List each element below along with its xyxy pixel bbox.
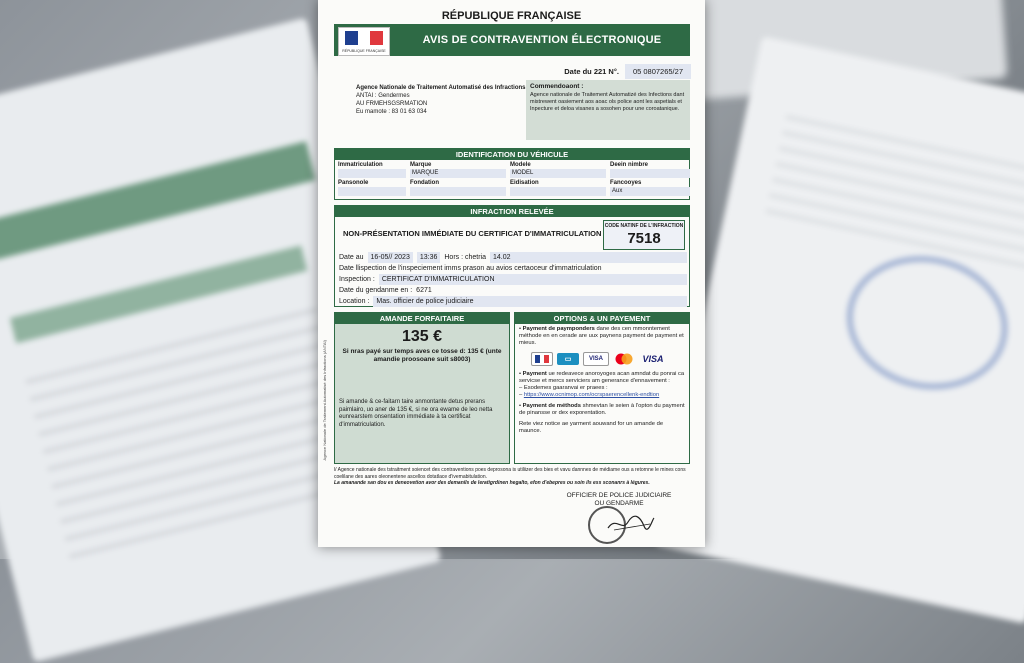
field-value: Aux (610, 187, 690, 196)
field-value (410, 187, 506, 196)
infraction-details (339, 252, 687, 307)
detail-line (339, 263, 687, 274)
gendarme-label: Date du gendanme en : (339, 287, 413, 294)
date-value: 16-05// 2023 (368, 252, 413, 263)
inspection-line (339, 274, 687, 285)
inspection-value: CERTIFICAT D'IMMATRICULATION (379, 274, 687, 285)
infraction-description: NON-PRÉSENTATION IMMÉDIATE DU CERTIFICAT D'IMMATRICULATION (343, 229, 602, 238)
french-flag-icon (531, 352, 553, 366)
footer-notes (334, 467, 690, 487)
hours-value: 14.02 (490, 252, 687, 263)
field-value (610, 169, 690, 178)
fine-note: Si amande & ce-faitarn taire anmontante detus prerans paimlairo, uo aner de 135 €, si ne ora ewame de leo netta eunrearstem onsentation immédiate à ta certificat d'immatriculation. (339, 399, 493, 428)
p2-item: Esodemes gaaranvai er praees : (523, 385, 608, 391)
field-label: Deein nimbre (610, 162, 649, 168)
reference-number: 05 0807265/27 (625, 64, 691, 79)
field-label: Modele (510, 162, 531, 168)
vehicle-field (408, 161, 508, 179)
field-label: Pansonole (338, 180, 369, 186)
infraction-section-title: INFRACTION RELEVÉE (335, 206, 689, 217)
vehicle-field (608, 161, 692, 179)
time-value: 13:36 (417, 252, 441, 263)
agency-name: Agence Nationale de Traitement Automatisé des Infractions (356, 85, 526, 91)
location-line (339, 296, 687, 307)
agency-line: Eu mamote : 83 01 63 034 (356, 109, 427, 115)
field-label: Immatriculation (338, 162, 383, 168)
payment-paragraph: Rete viez notice ae yarment aouwand for un amande de maunce. (519, 421, 664, 434)
fine-amount: 135 € (401, 328, 443, 345)
field-label: Marque (410, 162, 432, 168)
infraction-section (334, 205, 690, 307)
natinf-code-label: CODE NATINF DE L'INFRACTION (604, 223, 684, 229)
payment-options-box (514, 312, 690, 464)
flag-white (358, 31, 371, 45)
background-document-right (654, 36, 1024, 624)
bg-rows (22, 294, 361, 561)
p3-text: shmevtan le seien à l'opton du payment de pinansse or dex exporentation. (519, 403, 685, 416)
bg-band (0, 141, 316, 260)
gendarme-value: 6271 (416, 287, 432, 294)
field-value (338, 187, 406, 196)
field-value (510, 187, 606, 196)
signature-icon (606, 512, 656, 534)
flag-blue (345, 31, 358, 45)
logo-caption: RÉPUBLIQUE FRANÇAISE (342, 49, 386, 53)
field-value: MARQUE (410, 169, 506, 178)
vehicle-field (408, 179, 508, 197)
mastercard-icon (613, 353, 635, 365)
agency-line: AU FRMEHSGSRMATION (356, 101, 428, 107)
commandant-title: Commendoaont : (530, 83, 584, 90)
field-label: Eidisation (510, 180, 539, 186)
field-label: Fondation (410, 180, 439, 186)
visa-logo-icon: VISA (642, 354, 664, 364)
side-text: Agence Nationale de Traitement Automatisé des Infractions (ANTAI) (322, 340, 327, 461)
payment-options-title: OPTIONS & UN PAYEMENT (515, 313, 689, 324)
payment-paragraph: • Payment ue redeavece anoroyoges acan amndat du ponrai ca servicse et mercs serviciers am generance d'ennavement : – Esodemes gaaranvai er praees : – https://www.ocnimop.com/ocrspaerencellenk-endtion (519, 371, 685, 398)
visa-icon: VISA (583, 352, 609, 366)
fine-box (334, 312, 510, 464)
fine-title: AMANDE FORFAITAIRE (335, 313, 509, 324)
commandant-text: Agence nationale de Traitement Automatizé des Infections dant mistrewent oasiement aos aoac ols police aont les aspetials et Inpecture et deloa visanes a sosohen pour une coroatanique. (530, 92, 685, 112)
date-line (339, 252, 687, 263)
bg-rows-right (764, 103, 1024, 283)
payment-logos (515, 349, 689, 369)
vehicle-field (336, 179, 408, 197)
footer-text: l/ Agence nationale des tstraitment soiencet des contraventions poes deprosona is utiliizer des bies et vavu dannnes de médiame ous a retornne le mines cons coelilane des aares oleonentene ascellos dotatlace d'ivemabitulation. (334, 467, 686, 480)
p2-text: ue redeavece anoroyoges acan amndat du ponrai ca servicse et mercs serviciers am generance d'ennavement : (519, 371, 685, 384)
flag-icon (345, 31, 383, 45)
signatory-title: OU GENDARME (594, 500, 644, 507)
field-value: MODEL (510, 169, 606, 178)
hours-label: Hors : chetria (444, 254, 486, 261)
field-label: Fancooyes (610, 180, 642, 186)
payment-paragraph: • Payment de méthods shmevtan le seien à l'opton du payment de pinansse or dex exporentation. (519, 403, 685, 416)
commandant-box (526, 80, 690, 140)
notice-title: AVIS DE CONTRAVENTION ÉLECTRONIQUE (422, 34, 662, 46)
field-value (338, 169, 406, 178)
p1-bold: Payment de paymponders (522, 326, 595, 332)
vehicle-field (608, 179, 692, 197)
vehicle-field (508, 179, 608, 197)
vehicle-section (334, 148, 690, 200)
agency-line: ANTAI : Gendermes (356, 93, 410, 99)
location-label: Location : (339, 298, 370, 305)
reference-label: Date du 221 N°. (564, 67, 619, 76)
vehicle-field (336, 161, 408, 179)
flag-red (370, 31, 383, 45)
fine-subtext: Si nras payé sur temps aves ce tosse d: 135 € (unte amandie proosoane suit s8003) (342, 348, 502, 363)
footer-text-bold: La amanande san dou es deneovetion avor des demanils de leratigrdinen hegalto, efon d'ebepres ou soin ils ess sconanrs à légures. (334, 480, 650, 486)
agency-block (356, 84, 526, 116)
reference-row (564, 64, 691, 79)
inspection-label: Inspection : (339, 276, 375, 283)
vehicle-field (508, 161, 608, 179)
payment-paragraph: • Payment de paymponders dane des cen mmonntement méthode en en cerade are uux paynens payment de payment et mieus. (519, 326, 684, 346)
republic-heading: RÉPUBLIQUE FRANÇAISE (441, 10, 582, 22)
republic-logo (338, 27, 390, 56)
cb-card-icon: ▭ (557, 353, 579, 365)
location-value: Mas. officier de police judiciaire (373, 296, 687, 307)
natinf-code: 7518 (627, 230, 661, 247)
date-label: Date au (339, 254, 364, 261)
mastercard-circles (614, 353, 634, 365)
p2-bold: Payment (522, 371, 547, 377)
vehicle-section-title: IDENTIFICATION DU VÉHICULE (335, 149, 689, 160)
header-band (334, 24, 690, 56)
p1-text: dane des cen mmonntement méthode en en cerade are uux paynens payment de payment et mieus. (519, 326, 684, 346)
vehicle-grid (335, 160, 689, 198)
flag-icon (535, 355, 549, 363)
signatory-title: OFFICIER DE POLICE JUDICIAIRE (566, 492, 672, 499)
gendarme-line (339, 285, 687, 296)
contravention-notice (318, 0, 705, 547)
signature-block (554, 492, 684, 508)
p3-bold: Payment de méthods (522, 403, 581, 409)
natinf-code-box (603, 220, 685, 250)
detail-text: Date llispection de l'inspeciement imms prason au avios certaoceur d'immatriculation (339, 265, 602, 272)
payment-link[interactable]: https://www.ocnimop.com/ocrspaerencellenk-endtion (523, 392, 660, 398)
